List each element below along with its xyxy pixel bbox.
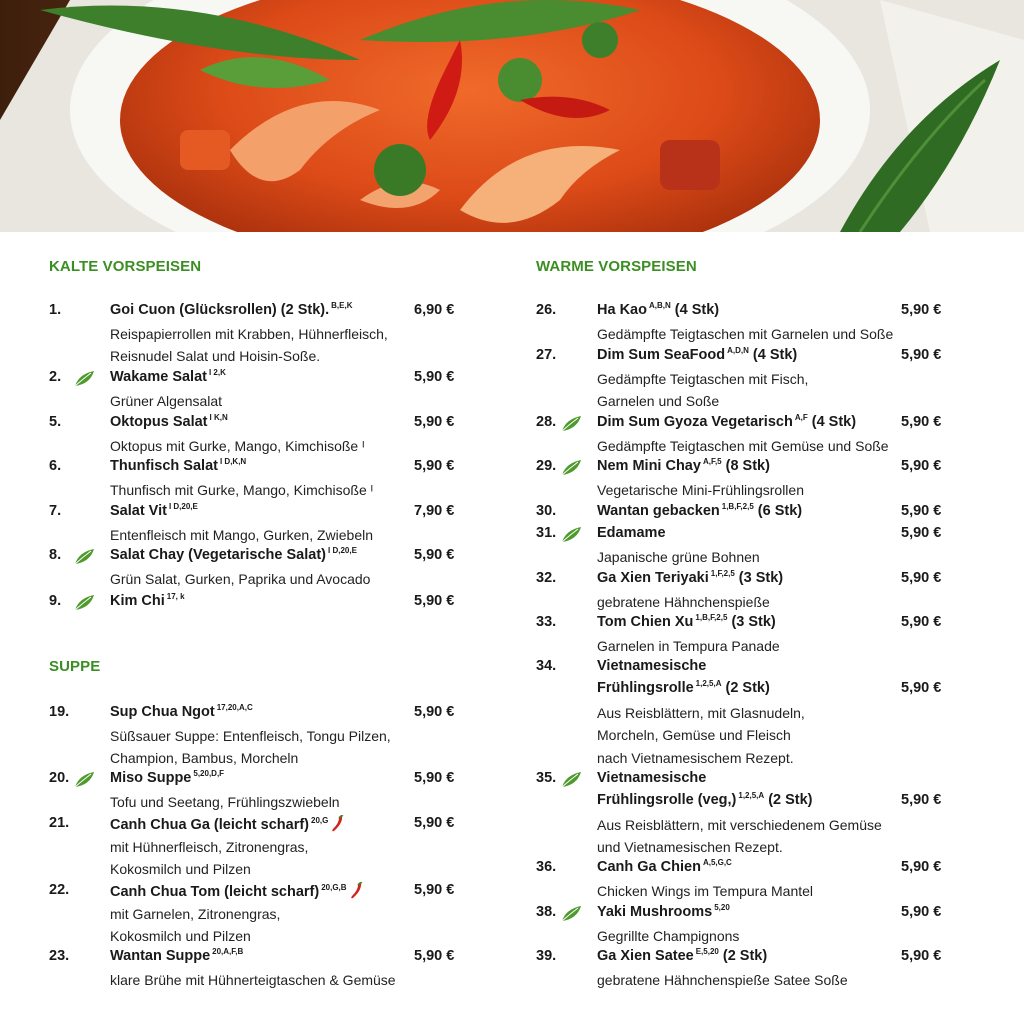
item-number: 27. <box>536 347 557 363</box>
item-name: Goi Cuon (Glücksrollen) (2 Stk). $^{B,E,K}$ <box>110 301 353 318</box>
item-description: Garnelen in Tempura Panade <box>597 638 780 654</box>
item-name: Canh Chua Ga (leicht scharf) $^{20,G}$ <box>110 815 344 833</box>
item-description: Aus Reisblättern, mit verschiedenem Gemüse und Vietnamesischen Rezept. <box>597 817 882 856</box>
allergen-codes: A,F <box>794 413 808 422</box>
item-price: 5,90 € <box>414 704 455 720</box>
item-name-line2: Frühlingsrolle $^{1,2,5,A}$ (2 Stk) <box>597 679 770 696</box>
item-name: Sup Chua Ngot $^{17,20,A,C}$ <box>110 703 253 720</box>
item-description: gebratene Hähnchenspieße Satee Soße <box>597 972 848 988</box>
item-number: 28. <box>536 414 557 430</box>
hero-photo <box>0 0 1024 232</box>
vegetarian-leaf-icon <box>73 548 95 566</box>
item-description: mit Garnelen, Zitronengras, Kokosmilch und Pilzen <box>110 906 281 945</box>
allergen-codes: A,B,N <box>648 301 671 310</box>
item-price: 5,90 € <box>414 547 455 563</box>
item-description: Süßsauer Suppe: Entenfleisch, Tongu Pilzen, Champion, Bambus, Morcheln <box>110 728 391 767</box>
item-price: 5,90 € <box>901 503 942 519</box>
vegetarian-leaf-icon <box>560 415 582 433</box>
item-price: 5,90 € <box>901 414 942 430</box>
item-price: 7,90 € <box>414 503 455 519</box>
item-name: Dim Sum Gyoza Vegetarisch $^{A,F}$ (4 Stk) <box>597 413 857 430</box>
item-price: 5,90 € <box>901 458 942 474</box>
item-description: Chicken Wings im Tempura Mantel <box>597 883 814 899</box>
item-name: Kim Chi $^{17, k}$ <box>110 592 185 609</box>
item-price: 5,90 € <box>414 458 455 474</box>
item-number: 9. <box>49 593 62 609</box>
vegetarian-leaf-icon <box>560 905 582 923</box>
item-description: gebratene Hähnchenspieße <box>597 594 770 610</box>
vegetarian-leaf-icon <box>73 370 95 388</box>
item-price: 5,90 € <box>414 815 455 831</box>
item-price: 5,90 € <box>414 770 455 786</box>
item-description: Gedämpfte Teigtaschen mit Fisch, Garnelen und Soße <box>597 371 809 410</box>
item-number: 23. <box>49 948 70 964</box>
item-name: Salat Chay (Vegetarische Salat) $^{I D,20,E}$ <box>110 546 357 563</box>
item-name: Wantan Suppe $^{20,A,F,B}$ <box>110 947 244 964</box>
item-number: 39. <box>536 948 557 964</box>
item-price: 5,90 € <box>901 347 942 363</box>
allergen-codes: 20,G <box>311 816 329 825</box>
item-price: 5,90 € <box>901 948 942 964</box>
item-price: 5,90 € <box>901 859 942 875</box>
item-name-line2: Frühlingsrolle (veg,) $^{1,2,5,A}$ (2 Stk) <box>597 791 813 808</box>
item-price: 5,90 € <box>901 680 942 696</box>
item-price: 6,90 € <box>414 302 455 318</box>
item-description: Grüner Algensalat <box>110 393 223 409</box>
item-description: Vegetarische Mini-Frühlingsrollen <box>597 482 804 498</box>
allergen-codes: I D,20,E <box>328 546 357 555</box>
item-description: Oktopus mit Gurke, Mango, Kimchisoße ᴵ <box>110 438 365 454</box>
allergen-codes: 1,B,F,2,5 <box>695 613 728 622</box>
item-number: 7. <box>49 503 62 519</box>
vegetarian-leaf-icon <box>73 594 95 612</box>
item-name: Dim Sum SeaFood $^{A,D,N}$ (4 Stk) <box>597 346 798 363</box>
allergen-codes: I K,N <box>209 413 228 422</box>
item-number: 20. <box>49 770 70 786</box>
vegetarian-leaf-icon <box>560 459 582 477</box>
item-description: Japanische grüne Bohnen <box>597 549 760 565</box>
item-price: 5,90 € <box>414 882 455 898</box>
item-name: Miso Suppe $^{5,20,D,F}$ <box>110 769 225 786</box>
allergen-codes: 5,20,D,F <box>193 769 225 778</box>
item-name: Nem Mini Chay $^{A,F,5}$ (8 Stk) <box>597 457 770 474</box>
item-price: 5,90 € <box>901 904 942 920</box>
allergen-codes: 1,F,2,5 <box>710 569 735 578</box>
item-description: Reispapierrollen mit Krabben, Hühnerfleisch, Reisnudel Salat und Hoisin-Soße. <box>110 326 388 365</box>
vegetarian-leaf-icon <box>560 771 582 789</box>
allergen-codes: A,5,G,C <box>702 858 732 867</box>
item-number: 2. <box>49 369 62 385</box>
item-number: 21. <box>49 815 70 831</box>
item-name: Ga Xien Satee $^{E,5,20}$ (2 Stk) <box>597 947 768 964</box>
item-price: 5,90 € <box>901 302 942 318</box>
allergen-codes: I D,20,E <box>168 502 198 511</box>
item-name: Yaki Mushrooms $^{5,20}$ <box>597 903 730 920</box>
item-number: 30. <box>536 503 557 519</box>
item-price: 5,90 € <box>901 570 942 586</box>
allergen-codes: 1,B,F,2,5 <box>721 502 754 511</box>
allergen-codes: I D,K,N <box>219 457 247 466</box>
allergen-codes: A,D,N <box>727 346 749 355</box>
soup-bowl-illustration <box>0 0 1024 232</box>
item-price: 5,90 € <box>414 369 455 385</box>
item-number: 35. <box>536 770 557 786</box>
allergen-codes: 1,2,5,A <box>738 791 765 800</box>
item-name: Oktopus Salat $^{I K,N}$ <box>110 413 228 430</box>
item-number: 38. <box>536 904 557 920</box>
vegetarian-leaf-icon <box>73 771 95 789</box>
item-number: 34. <box>536 658 557 674</box>
allergen-codes: 17, k <box>166 592 185 601</box>
item-price: 5,90 € <box>901 792 942 808</box>
item-name: Canh Chua Tom (leicht scharf) $^{20,G,B}$ <box>110 882 363 900</box>
item-name: Salat Vit $^{I D,20,E}$ <box>110 502 198 519</box>
chili-icon <box>349 882 363 900</box>
item-number: 6. <box>49 458 62 474</box>
item-description: Gedämpfte Teigtaschen mit Gemüse und Soße <box>597 438 889 454</box>
section-title-kalte-vorspeisen: KALTE VORSPEISEN <box>49 258 202 275</box>
item-price: 5,90 € <box>414 593 455 609</box>
item-price: 5,90 € <box>414 414 455 430</box>
allergen-codes: 5,20 <box>714 903 730 912</box>
allergen-codes: E,5,20 <box>695 947 719 956</box>
item-number: 19. <box>49 704 70 720</box>
item-description: Gedämpfte Teigtaschen mit Garnelen und Soße <box>597 326 894 342</box>
item-name: Vietnamesische <box>597 658 707 674</box>
item-name: Vietnamesische <box>597 770 707 786</box>
chili-icon <box>330 815 344 833</box>
item-number: 1. <box>49 302 62 318</box>
item-description: mit Hühnerfleisch, Zitronengras, Kokosmilch und Pilzen <box>110 839 309 878</box>
item-name: Thunfisch Salat $^{I D,K,N}$ <box>110 457 247 474</box>
item-description: Gegrillte Champignons <box>597 928 740 944</box>
item-number: 29. <box>536 458 557 474</box>
allergen-codes: 1,2,5,A <box>695 679 722 688</box>
allergen-codes: A,F,5 <box>702 457 722 466</box>
item-name: Ha Kao $^{A,B,N}$ (4 Stk) <box>597 301 720 318</box>
item-name: Edamame <box>597 525 666 541</box>
item-number: 32. <box>536 570 557 586</box>
item-description: Entenfleisch mit Mango, Gurken, Zwiebeln <box>110 527 374 543</box>
allergen-codes: 20,G,B <box>321 883 347 892</box>
item-description: Grün Salat, Gurken, Paprika und Avocado <box>110 571 371 587</box>
item-name: Canh Ga Chien $^{A,5,G,C}$ <box>597 858 732 875</box>
vegetarian-leaf-icon <box>560 526 582 544</box>
item-name: Ga Xien Teriyaki $^{1,F,2,5}$ (3 Stk) <box>597 569 784 586</box>
section-title-warme-vorspeisen: WARME VORSPEISEN <box>536 258 697 275</box>
item-number: 33. <box>536 614 557 630</box>
item-number: 22. <box>49 882 70 898</box>
item-name: Wantan gebacken $^{1,B,F,2,5}$ (6 Stk) <box>597 502 803 519</box>
item-name: Wakame Salat $^{I 2,K}$ <box>110 368 226 385</box>
item-number: 26. <box>536 302 557 318</box>
item-number: 31. <box>536 525 557 541</box>
item-number: 36. <box>536 859 557 875</box>
allergen-codes: I 2,K <box>208 368 226 377</box>
item-price: 5,90 € <box>901 525 942 541</box>
allergen-codes: 17,20,A,C <box>216 703 253 712</box>
allergen-codes: 20,A,F,B <box>212 947 244 956</box>
item-description: klare Brühe mit Hühnerteigtaschen & Gemüse <box>110 972 396 988</box>
item-price: 5,90 € <box>414 948 455 964</box>
allergen-codes: B,E,K <box>331 301 353 310</box>
item-description: Aus Reisblättern, mit Glasnudeln, Morcheln, Gemüse und Fleisch nach Vietnamesischem Rezept. <box>597 705 805 766</box>
item-description: Tofu und Seetang, Frühlingszwiebeln <box>110 794 340 810</box>
item-number: 5. <box>49 414 62 430</box>
item-name: Tom Chien Xu $^{1,B,F,2,5}$ (3 Stk) <box>597 613 776 630</box>
item-description: Thunfisch mit Gurke, Mango, Kimchisoße ᴵ <box>110 482 373 498</box>
item-price: 5,90 € <box>901 614 942 630</box>
item-number: 8. <box>49 547 62 563</box>
section-title-suppe: SUPPE <box>49 658 101 675</box>
